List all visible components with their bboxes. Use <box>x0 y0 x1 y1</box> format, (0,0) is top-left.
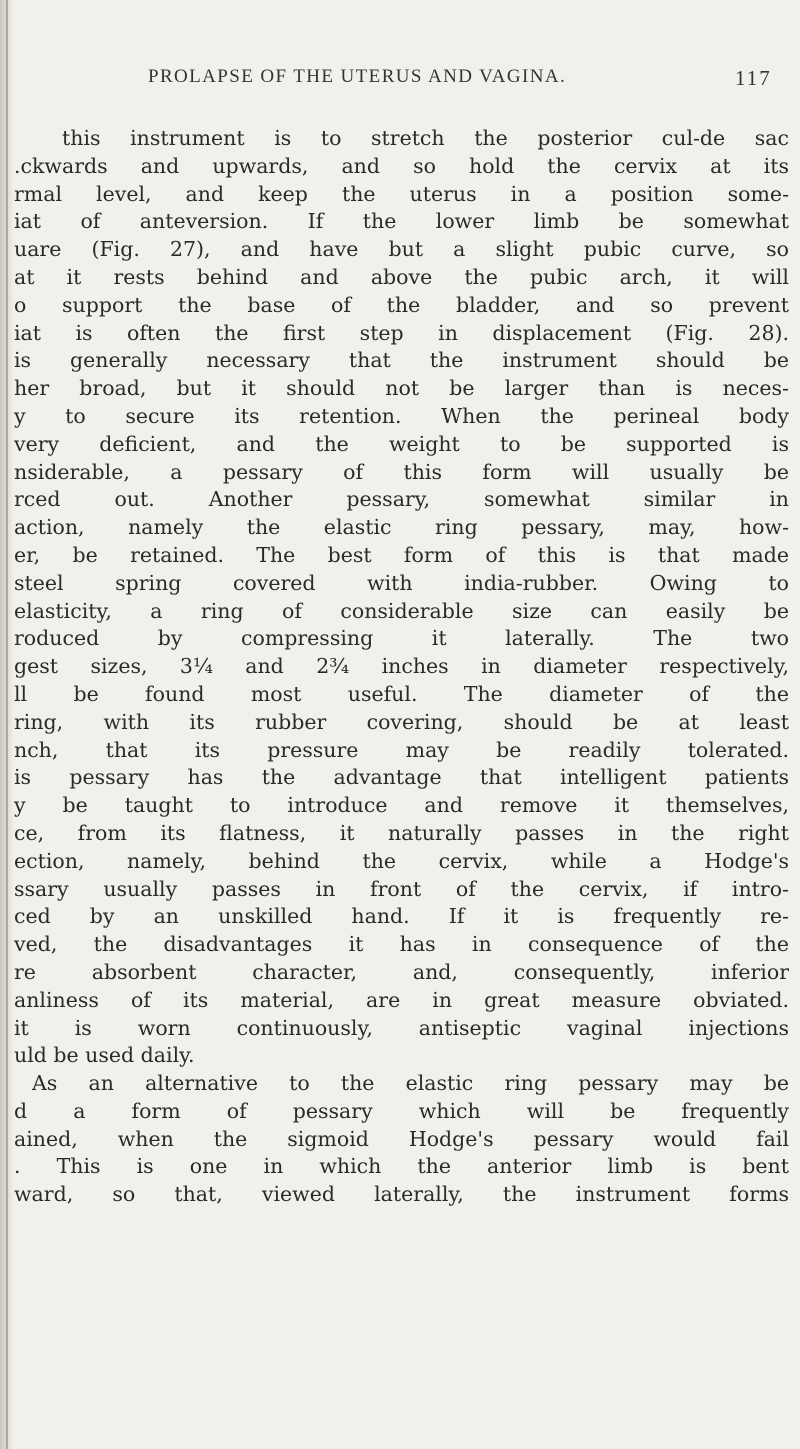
text-line: d a form of pessary which will be frequently <box>14 1098 789 1123</box>
page-header <box>0 66 800 96</box>
text-line: ained, when the sigmoid Hodge's pessary would fail <box>14 1126 789 1151</box>
text-line: uare (Fig. 27), and have but a slight pubic curve, so <box>14 237 789 262</box>
text-line: ection, namely, behind the cervix, while a Hodge's <box>14 848 789 873</box>
text-line: iat is often the first step in displacement (Fig. 28). <box>14 320 789 345</box>
text-line: gest sizes, 3¼ and 2¾ inches in diameter respectively, <box>14 654 789 679</box>
text-line: roduced by compressing it laterally. The two <box>14 626 789 651</box>
text-line: is pessary has the advantage that intelligent patients <box>14 765 789 790</box>
text-line: ward, so that, viewed laterally, the instrument forms <box>14 1182 789 1207</box>
text-line: ced by an unskilled hand. If it is frequently re- <box>14 904 789 929</box>
text-line: rmal level, and keep the uterus in a position some- <box>14 181 789 206</box>
text-line: is generally necessary that the instrument should be <box>14 348 789 373</box>
text-line: ll be found most useful. The diameter of the <box>14 681 789 706</box>
text-line: ring, with its rubber covering, should be at least <box>14 709 789 734</box>
text-line: at it rests behind and above the pubic arch, it will <box>14 264 789 289</box>
text-line: ssary usually passes in front of the cervix, if intro- <box>14 876 789 901</box>
running-head: PROLAPSE OF THE UTERUS AND VAGINA. <box>148 66 567 87</box>
text-line: er, be retained. The best form of this is that made <box>14 542 789 567</box>
text-line: rced out. Another pessary, somewhat similar in <box>14 487 789 512</box>
text-line: y to secure its retention. When the perineal body <box>14 403 789 428</box>
text-line: iat of anteversion. If the lower limb be somewhat <box>14 209 789 234</box>
body-text <box>14 125 789 1209</box>
text-line: uld be used daily. <box>14 1043 195 1068</box>
text-line: this instrument is to stretch the posterior cul-de sac <box>62 126 789 150</box>
text-line: o support the base of the bladder, and so prevent <box>14 292 789 317</box>
text-line: anliness of its material, are in great measure obviated. <box>14 987 789 1012</box>
text-line: .ckwards and upwards, and so hold the cervix at its <box>14 153 789 178</box>
text-line: elasticity, a ring of considerable size can easily be <box>14 598 789 623</box>
text-line: action, namely the elastic ring pessary, may, how- <box>14 515 789 540</box>
text-line: ce, from its flatness, it naturally passes in the right <box>14 820 789 845</box>
text-line: it is worn continuously, antiseptic vaginal injections <box>14 1015 789 1040</box>
text-line: As an alternative to the elastic ring pessary may be <box>32 1071 789 1096</box>
text-line: y be taught to introduce and remove it themselves, <box>14 793 789 818</box>
text-line: very deficient, and the weight to be supported is <box>14 431 789 456</box>
binding-edge <box>6 0 8 1449</box>
text-line: her broad, but it should not be larger than is neces- <box>14 376 789 401</box>
text-line: steel spring covered with india-rubber. Owing to <box>14 570 789 595</box>
text-line: ved, the disadvantages it has in consequence of the <box>14 932 789 957</box>
text-line: re absorbent character, and, consequently, inferior <box>14 959 789 984</box>
page-number: 117 <box>735 66 772 90</box>
text-line: . This is one in which the anterior limb is bent <box>14 1154 789 1179</box>
text-line: nsiderable, a pessary of this form will usually be <box>14 459 789 484</box>
text-line: nch, that its pressure may be readily tolerated. <box>14 737 789 762</box>
